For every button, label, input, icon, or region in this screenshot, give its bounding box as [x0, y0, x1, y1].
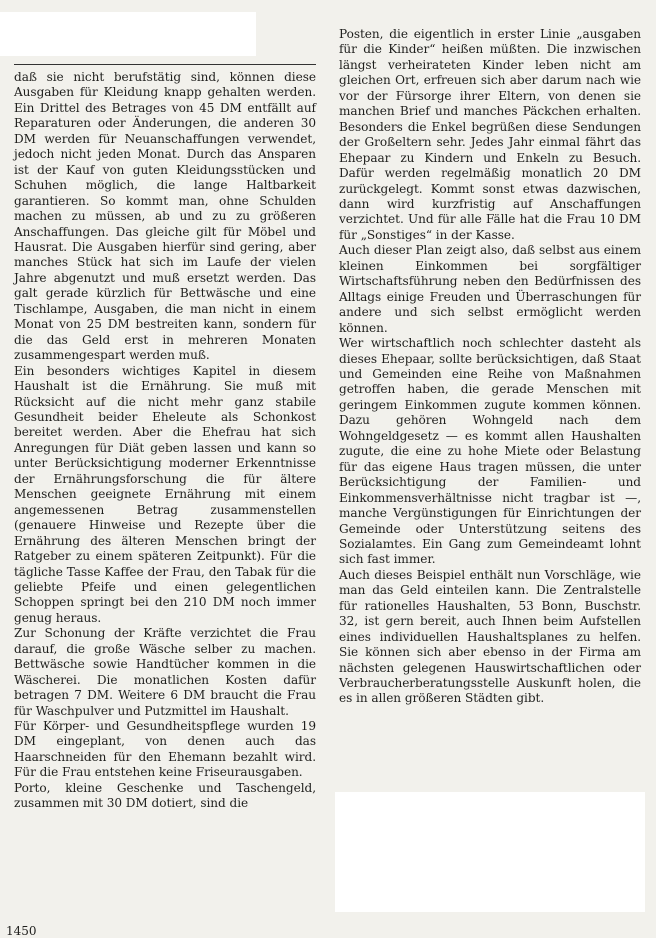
- paragraph: Ein besonders wichtiges Kapitel in diesem Haushalt ist die Ernährung. Sie muß mit Rücksicht auf die nicht mehr ganz stabile Gesundheit beider Eheleute als Schonkost bereitet werden. Aber die Ehefrau hat sich Anregungen für Diät geben lassen und kann so unter Berücksichtigung moderner Erkenntnisse der Ernährungsforschung die für ältere Menschen geeignete Ernährung mit einem angemessenen Betrag zusammenstellen (genauere Hinweise und Rezepte über die Ernährung des älteren Menschen bringt der Ratgeber zu einem späteren Zeitpunkt). Für die tägliche Tasse Kaffee der Frau, den Tabak für die geliebte Pfeife und einen gelegentlichen Schoppen springt bei den 210 DM noch immer genug heraus.: [14, 363, 316, 625]
- paragraph: Auch dieses Beispiel enthält nun Vorschläge, wie man das Geld einteilen kann. Die Zentralstelle für rationelles Haushalten, 53 Bonn, Buschstr. 32, ist gern bereit, auch Ihnen beim Aufstellen eines individuellen Haushaltsplanes zu helfen. Sie können sich aber ebenso in der Firma am nächsten gelegenen Hauswirtschaftlichen oder Verbraucherberatungsstelle Auskunft holen, die es in allen größeren Städten gibt.: [339, 567, 641, 706]
- right-column: [339, 27, 641, 707]
- paragraph: Zur Schonung der Kräfte verzichtet die Frau darauf, die große Wäsche selber zu machen. Bettwäsche sowie Handtücher kommen in die Wäscherei. Die monatlichen Kosten dafür betragen 7 DM. Weitere 6 DM braucht die Frau für Waschpulver und Putzmittel im Haushalt.: [14, 626, 316, 718]
- left-column: [14, 70, 316, 812]
- column-rule: [14, 64, 316, 65]
- blank-area: [0, 12, 256, 56]
- paragraph: Für Körper- und Gesundheitspflege wurden 19 DM eingeplant, von denen auch das Haarschneiden für den Ehemann bezahlt wird. Für die Frau entstehen keine Friseurausgaben.: [14, 719, 316, 780]
- paragraph: Posten, die eigentlich in erster Linie „ausgaben für die Kinder“ heißen müßten. Die inzwischen längst verheirateten Kinder leben nicht am gleichen Ort, erfreuen sich aber darum nach wie vor der Fürsorge ihrer Eltern, von denen sie manchen Brief und manches Päckchen erhalten. Besonders die Enkel begrüßen diese Sendungen der Großeltern sehr. Jedes Jahr einmal fährt das Ehepaar zu Kindern und Enkeln zu Besuch. Dafür werden regelmäßig monatlich 20 DM zurückgelegt. Kommt sonst etwas dazwischen, dann wird kurzfristig auf Anschaffungen verzichtet. Und für alle Fälle hat die Frau 10 DM für „Sonstiges“ in der Kasse.: [339, 27, 641, 242]
- paragraph: daß sie nicht berufstätig sind, können diese Ausgaben für Kleidung knapp gehalten werden. Ein Drittel des Betrages von 45 DM entfällt auf Reparaturen oder Änderungen, die anderen 30 DM werden für Neuanschaffungen verwendet, jedoch nicht jeden Monat. Durch das Ansparen ist der Kauf von guten Kleidungsstücken und Schuhen möglich, die lange Haltbarkeit garantieren. So kommt man, ohne Schulden machen zu müssen, ab und zu zu größeren Anschaffungen. Das gleiche gilt für Möbel und Hausrat. Die Ausgaben hierfür sind gering, aber manches Stück hat sich im Laufe der vielen Jahre abgenutzt und muß ersetzt werden. Das galt gerade kürzlich für Bettwäsche und eine Tischlampe, Ausgaben, die man nicht in einem Monat von 25 DM bestreiten kann, sondern für die das Geld erst in mehreren Monaten zusammengespart werden muß.: [14, 70, 316, 363]
- page-number: 1450: [6, 924, 37, 938]
- paragraph: Porto, kleine Geschenke und Taschengeld, zusammen mit 30 DM dotiert, sind die: [14, 780, 316, 811]
- paragraph: Wer wirtschaftlich noch schlechter dasteht als dieses Ehepaar, sollte berücksichtigen, daß Staat und Gemeinden eine Reihe von Maßnahmen getroffen haben, die gerade Menschen mit geringem Einkommen zugute kommen können. Dazu gehören Wohngeld nach dem Wohngeldgesetz — es kommt allen Haushalten zugute, die eine zu hohe Miete oder Belastung für das eigene Haus tragen müssen, die unter Berücksichtigung der Familien- und Einkommensverhältnisse nicht tragbar ist —, manche Vergünstigungen für Einrichtungen der Gemeinde oder Unterstützung seitens des Sozialamtes. Ein Gang zum Gemeindeamt lohnt sich fast immer.: [339, 336, 641, 567]
- blank-area: [335, 792, 645, 912]
- paragraph: Auch dieser Plan zeigt also, daß selbst aus einem kleinen Einkommen bei sorgfältiger Wirtschaftsführung neben den Bedürfnissen des Alltags einige Freuden und Überraschungen für andere und sich selbst ermöglicht werden können.: [339, 243, 641, 335]
